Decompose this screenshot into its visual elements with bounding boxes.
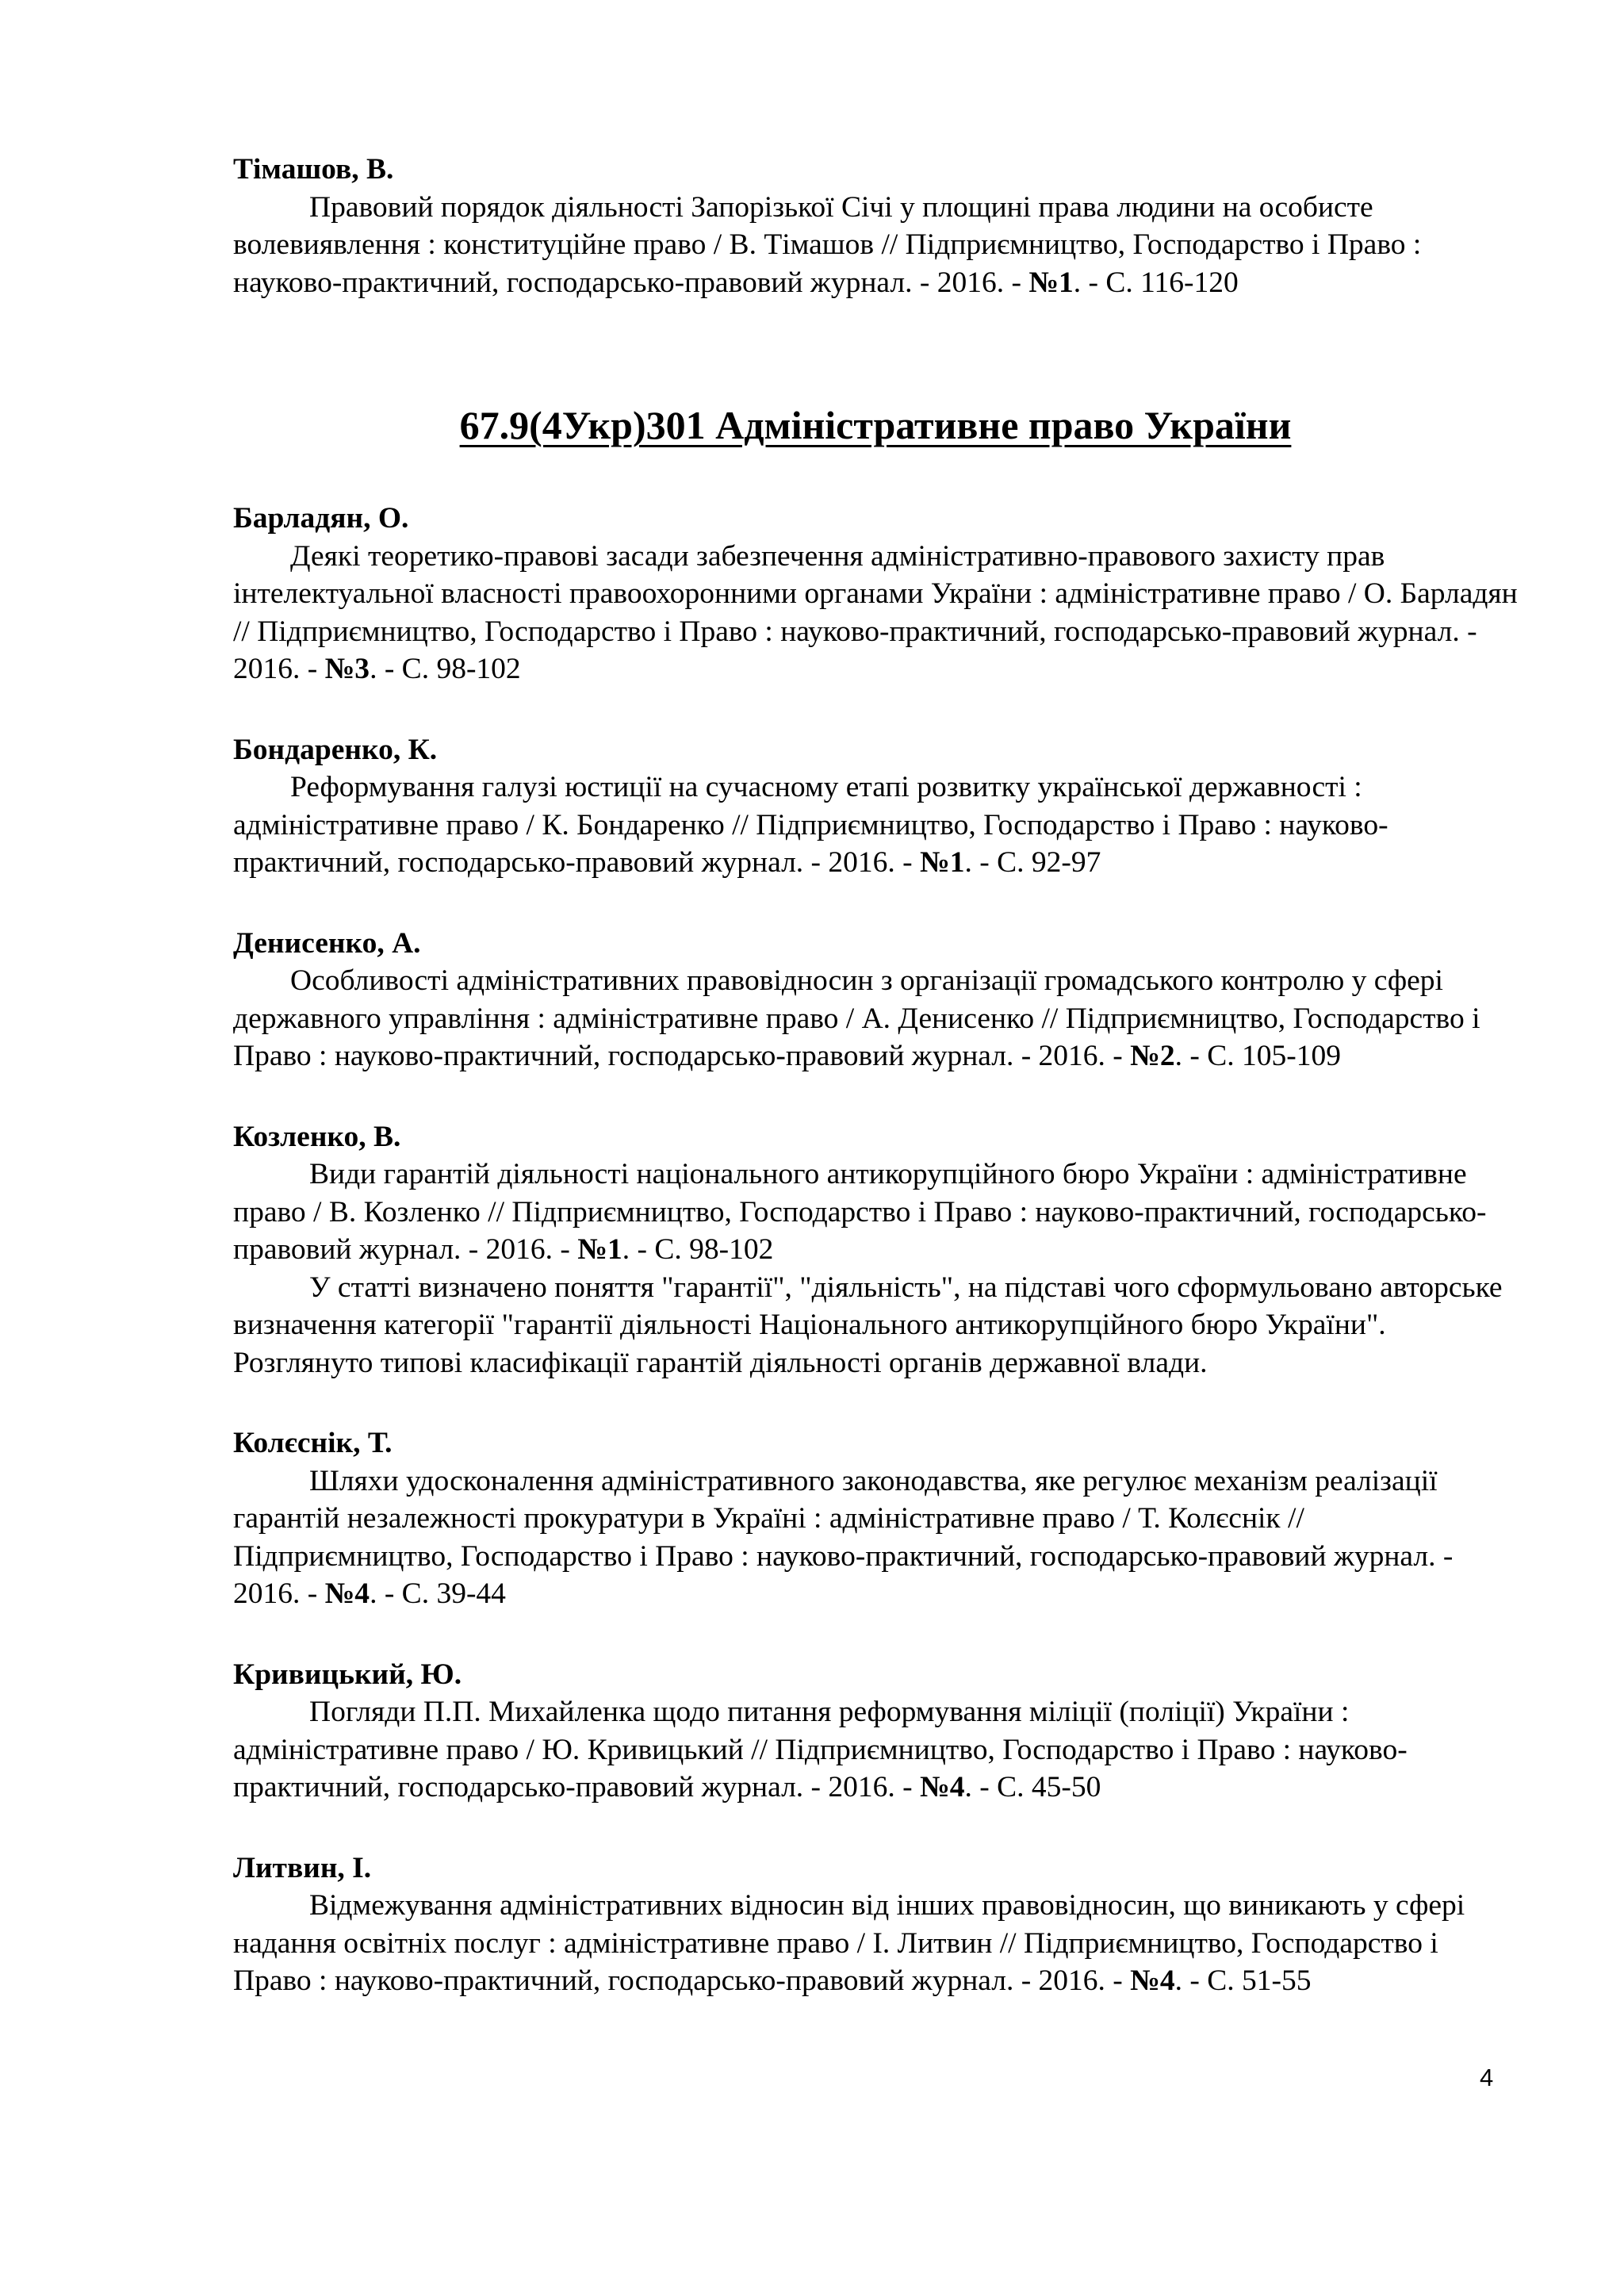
entry-reference	[233, 1887, 1518, 2000]
bibliography-entry	[233, 1849, 1518, 2000]
reference-main: Відмежування адміністративних відносин від інших правовідносин, що виникають у сфері надання освітніх послуг : адміністративне право / І. Литвин // Підприємництво, Господарство і Право : науково-практичний, господарсько-правовий журнал. - 2016. -	[233, 1889, 1465, 1997]
entry-author: Кривицький, Ю.	[233, 1658, 462, 1691]
entry-reference	[233, 769, 1518, 882]
reference-main: Погляди П.П. Михайленка щодо питання реформування міліції (поліції) України : адміністративне право / Ю. Кривицький // Підприємництво, Господарство і Право : науково-практичний, господарсько-правовий журнал. - 2016. -	[233, 1696, 1408, 1803]
entry-author: Тімашов, В.	[233, 153, 394, 186]
bibliography-entry	[233, 151, 1518, 301]
entry-author: Колєснік, Т.	[233, 1427, 393, 1459]
bibliography-entry	[233, 500, 1518, 688]
reference-pages: . - С. 51-55	[1174, 1964, 1312, 1997]
entry-reference	[233, 1693, 1518, 1807]
issue-number: №4	[1130, 1964, 1175, 1997]
entry-reference	[233, 1156, 1518, 1269]
issue-number: №2	[1130, 1040, 1175, 1072]
bibliography-entry	[233, 1118, 1518, 1382]
section-heading: 67.9(4Укр)301 Адміністративне право України	[459, 403, 1292, 447]
issue-number: №4	[324, 1577, 370, 1610]
reference-main: Реформування галузі юстиції на сучасному етапі розвитку української державності : адміністративне право / К. Бондаренко // Підприємництво, Господарство і Право : науково-практичний, господарсько-правовий журнал. - 2016. -	[233, 771, 1388, 879]
reference-main: Особливості адміністративних правовідносин з організації громадського контролю у сфері державного управління : адміністративне право / А. Денисенко // Підприємництво, Господарство і Право : науково-практичний, господарсько-правовий журнал. - 2016. -	[233, 964, 1480, 1072]
reference-pages: . - С. 39-44	[370, 1577, 506, 1610]
issue-number: №4	[920, 1771, 965, 1803]
reference-pages: . - С. 105-109	[1174, 1040, 1341, 1072]
reference-main: Шляхи удосконалення адміністративного законодавства, яке регулює механізм реалізації гарантій незалежності прокуратури в Україні : адміністративне право / Т. Колєснік // Підприємництво, Господарство і Право : науково-практичний, господарсько-правовий журнал. - 2016. -	[233, 1464, 1454, 1610]
issue-number: №1	[920, 846, 965, 879]
entry-reference	[233, 538, 1518, 688]
entry-reference	[233, 1462, 1518, 1613]
bibliography-entry	[233, 1424, 1518, 1613]
entry-author: Литвин, І.	[233, 1851, 372, 1884]
reference-pages: . - С. 92-97	[964, 846, 1101, 879]
bibliography-entry	[233, 925, 1518, 1075]
entry-abstract: У статті визначено поняття "гарантії", "діяльність", на підставі чого сформульовано авторське визначення категорії "гарантії діяльності Національного антикорупційного бюро України". Розглянуто типові класифікації гарантій діяльності органів державної влади.	[233, 1271, 1503, 1379]
entry-reference	[233, 962, 1518, 1075]
reference-main: Правовий порядок діяльності Запорізької Січі у площині права людини на особисте волевиявлення : конституційне право / В. Тімашов // Підприємництво, Господарство і Право : науково-практичний, господарсько-правовий журнал. - 2016. -	[233, 190, 1422, 299]
bibliography-content	[233, 151, 1518, 2000]
bibliography-entry	[233, 731, 1518, 882]
bibliography-entry	[233, 1656, 1518, 1807]
issue-number: №1	[1028, 266, 1074, 299]
issue-number: №3	[324, 653, 370, 685]
reference-pages: . - С. 45-50	[964, 1771, 1101, 1803]
reference-pages: . - С. 98-102	[622, 1233, 774, 1266]
reference-main: Види гарантій діяльності національного антикорупційного бюро України : адміністративне право / В. Козленко // Підприємництво, Господарство і Право : науково-практичний, господарсько-правовий журнал. - 2016. -	[233, 1158, 1487, 1266]
issue-number: №1	[577, 1233, 622, 1266]
entry-reference	[233, 189, 1518, 302]
reference-pages: . - С. 98-102	[370, 653, 521, 685]
reference-pages: . - С. 116-120	[1073, 266, 1239, 299]
entry-author: Денисенко, А.	[233, 926, 421, 960]
page-number: 4	[1480, 2064, 1494, 2091]
entry-author: Барладян, О.	[233, 502, 409, 535]
entry-author: Бондаренко, К.	[233, 733, 438, 766]
reference-main: Деякі теоретико-правові засади забезпечення адміністративно-правового захисту прав інтелектуальної власності правоохоронними органами України : адміністративне право / О. Барладян // Підприємництво, Господарство і Право : науково-практичний, господарсько-правовий журнал. - 2016. -	[233, 539, 1518, 685]
entry-author: Козленко, В.	[233, 1120, 401, 1153]
